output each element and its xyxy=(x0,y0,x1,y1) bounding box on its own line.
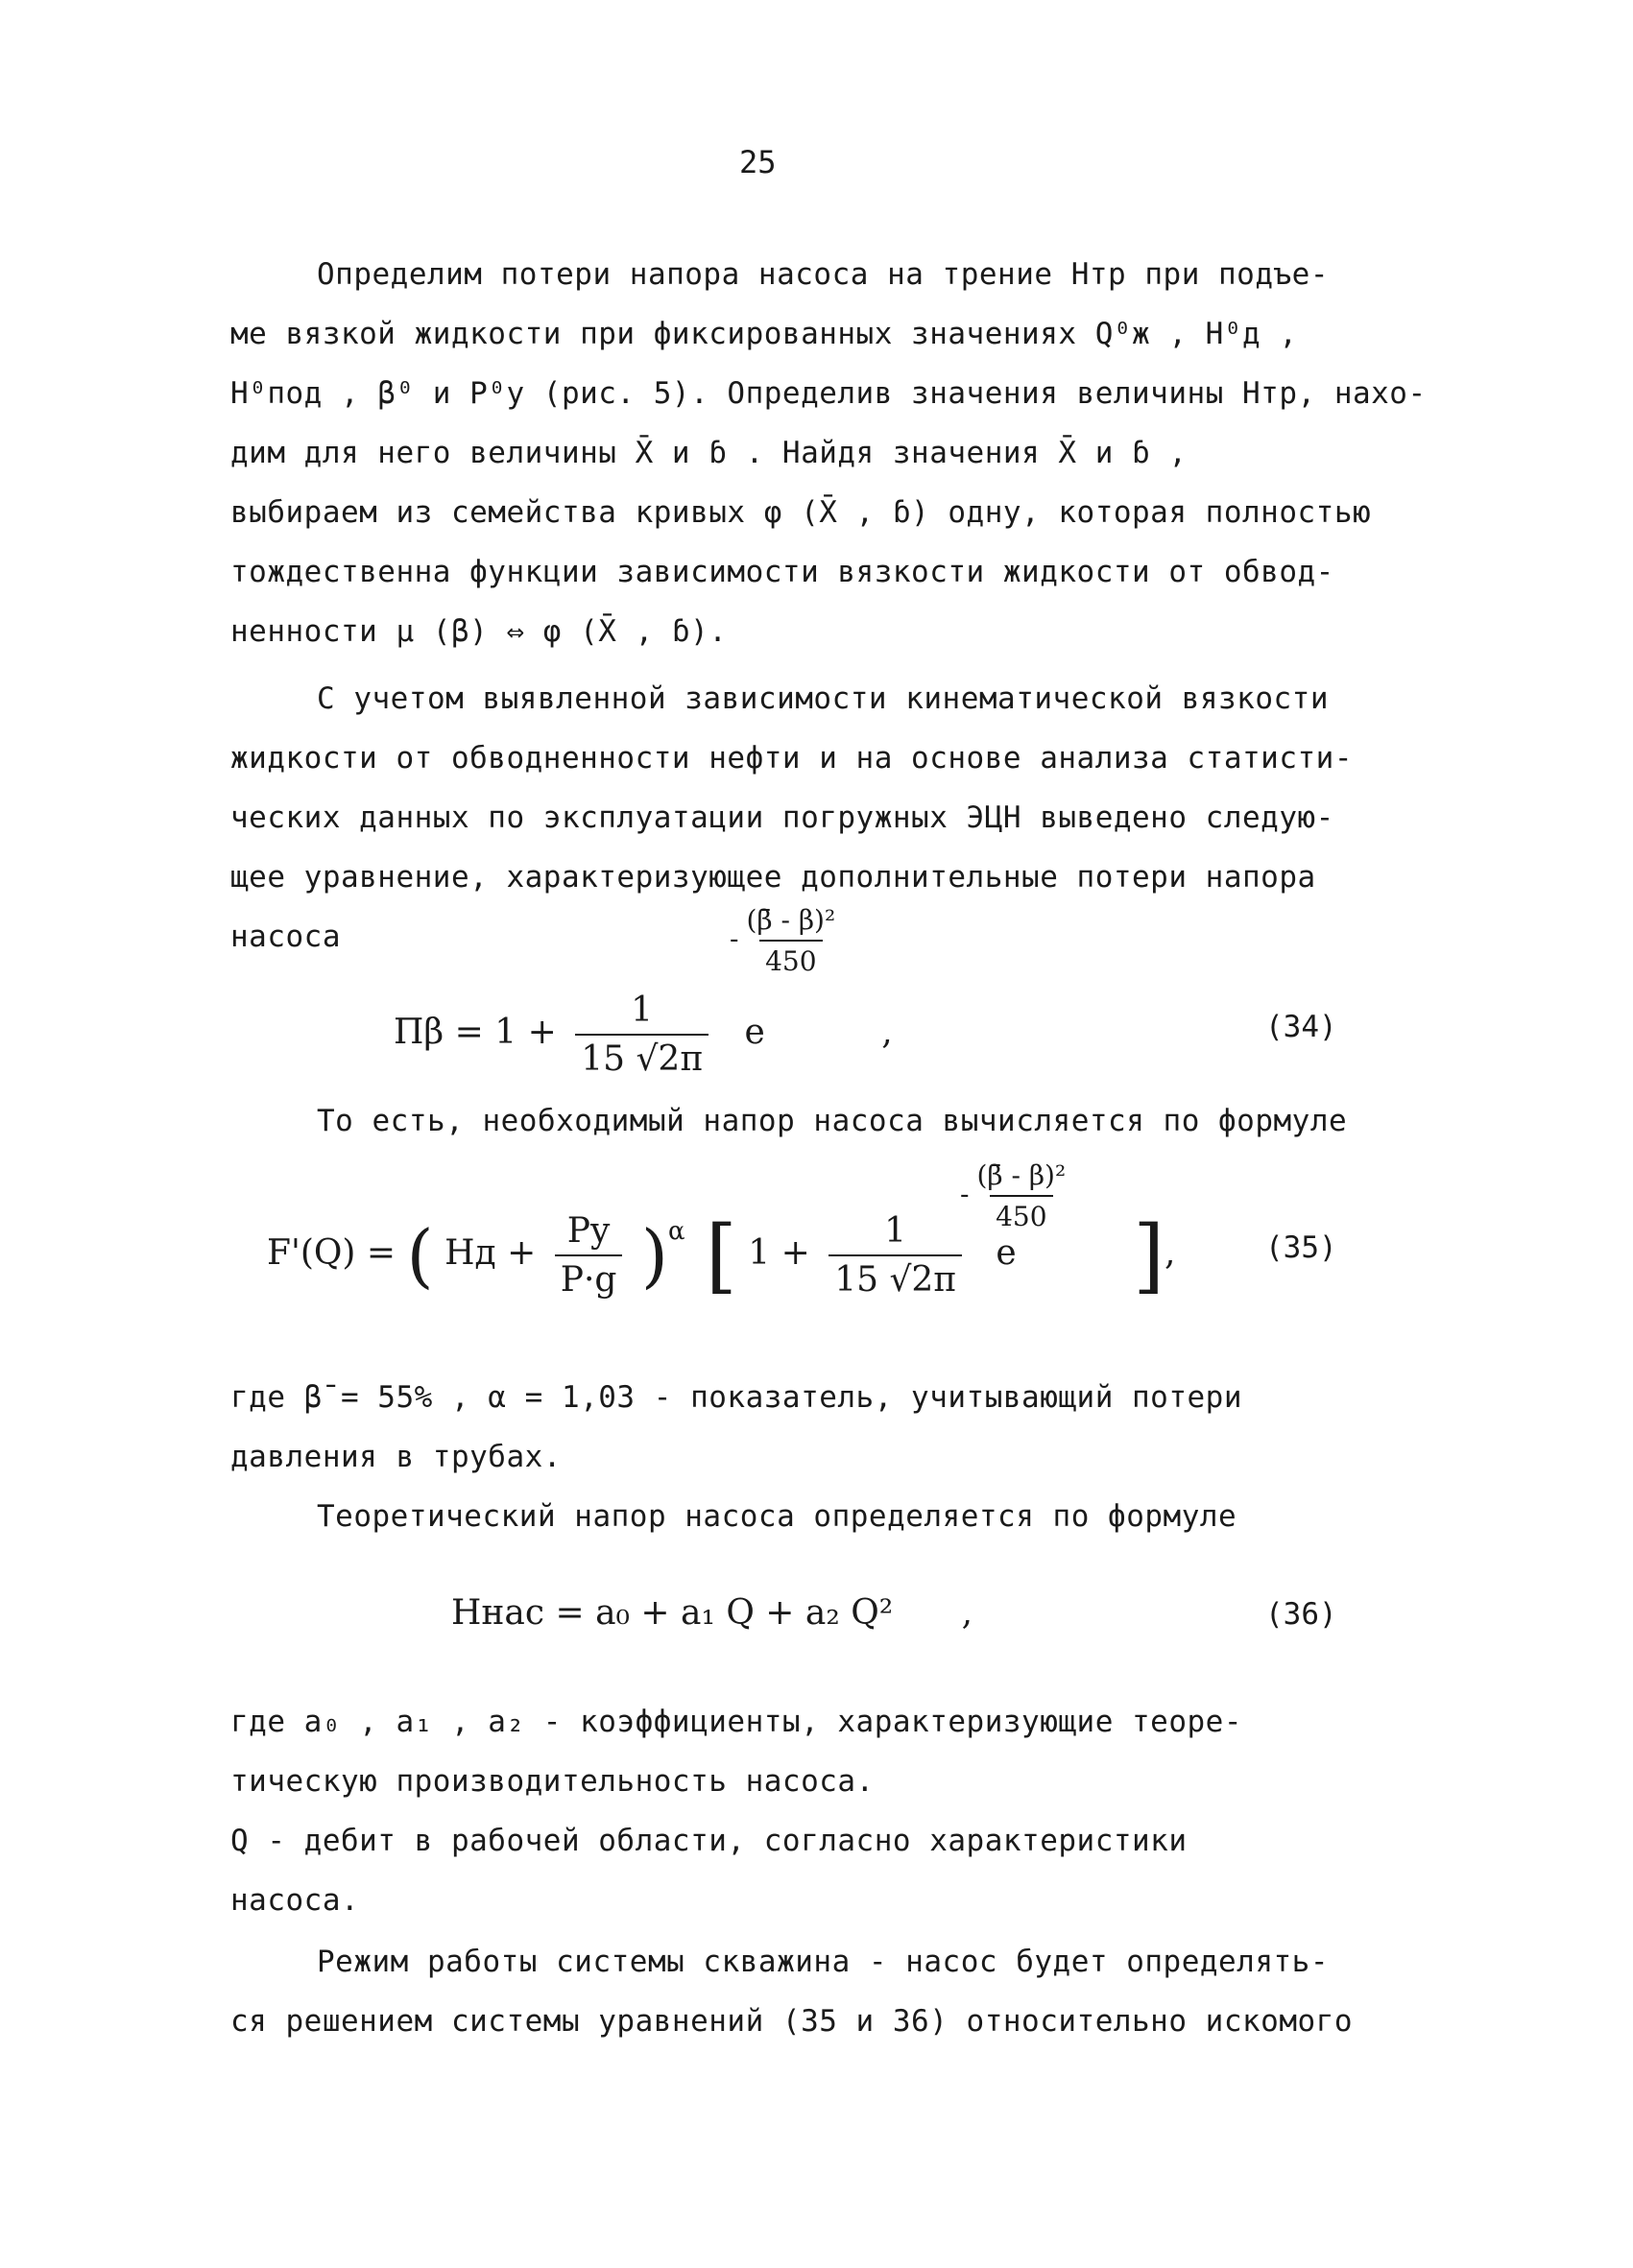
paragraph-2-line-3: ческих данных по эксплуатации погружных ЭЦН выведено следую- xyxy=(230,800,1334,835)
paragraph-1-line-6: тождественна функции зависимости вязкости жидкости от обвод- xyxy=(230,555,1334,589)
eq35-number: (35) xyxy=(1265,1230,1337,1265)
paragraph-1-line-1: Определим потери напора насоса на трение Hтр при подъе- xyxy=(317,257,1329,292)
where-2-line-1: где a₀ , a₁ , a₂ - коэффициенты, характеризующие теоре- xyxy=(230,1705,1242,1739)
eq35-e: e xyxy=(996,1233,1017,1273)
where-2-line-3: Q - дебит в рабочей области, согласно характеристики xyxy=(230,1824,1188,1858)
eq35-numerator: 1 xyxy=(884,1211,907,1251)
eq36-expression: Hнас = a₀ + a₁ Q + a₂ Q² xyxy=(451,1593,894,1633)
paragraph-1-line-3: H⁰под , β⁰ и P⁰у (рис. 5). Определив значения величины Hтр, нахо- xyxy=(230,376,1427,411)
eq34-exp-minus: - xyxy=(730,922,739,955)
eq35-lhs: F'(Q) = xyxy=(267,1233,396,1273)
paragraph-1-line-4: дим для него величины X̄ и ɓ . Найдя значения X̄ и ɓ , xyxy=(230,436,1188,470)
where-2-line-2: тическую производительность насоса. xyxy=(230,1764,875,1799)
paragraph-2-line-4: щее уравнение, характеризующее дополнительные потери напора xyxy=(230,860,1316,895)
eq35-denominator: 15 √2π xyxy=(829,1254,962,1300)
paragraph-2-line-1: С учетом выявленной зависимости кинематической вязкости xyxy=(317,681,1329,716)
eq35-fraction xyxy=(829,1211,962,1300)
where-1-line-1: где β̄ = 55% , α = 1,03 - показатель, учитывающий потери xyxy=(230,1380,1242,1415)
paragraph-4-line-1: Теоретический напор насоса определяется по формуле xyxy=(317,1499,1237,1534)
eq34-body xyxy=(394,991,893,1079)
eq35-body xyxy=(267,1208,1176,1302)
eq36-number: (36) xyxy=(1265,1597,1337,1632)
paragraph-1-line-2: ме вязкой жидкости при фиксированных значениях Q⁰ж , H⁰д , xyxy=(230,317,1298,351)
paragraph-5-line-2: ся решением системы уравнений (35 и 36) относительно искомого xyxy=(230,2004,1353,2039)
eq35-exp-denominator: 450 xyxy=(990,1195,1052,1232)
eq35-hd: Hд + xyxy=(444,1233,537,1273)
eq35-exp-minus: - xyxy=(960,1178,970,1210)
eq34-e: e xyxy=(744,1013,765,1052)
paragraph-2-line-5: насоса xyxy=(230,919,341,954)
eq34-number: (34) xyxy=(1265,1010,1337,1044)
eq34-fraction xyxy=(575,991,708,1079)
eq35-pg: P·g xyxy=(555,1254,623,1300)
paragraph-1-line-7: ненности μ (β) ⇔ φ (X̄ , ɓ). xyxy=(230,614,728,649)
eq34-tail: , xyxy=(881,1013,893,1052)
paragraph-3-line-1: То есть, необходимый напор насоса вычисляется по формуле xyxy=(317,1104,1348,1138)
eq35-one: 1 + xyxy=(748,1233,810,1273)
eq36-tail: , xyxy=(961,1593,973,1633)
eq35-close-bracket: ] xyxy=(1133,1208,1165,1302)
eq34-exponent xyxy=(730,904,841,977)
paragraph-2-line-2: жидкости от обводненности нефти и на основе анализа статисти- xyxy=(230,741,1353,776)
eq34-exp-denominator: 450 xyxy=(759,940,822,977)
eq35-alpha: α xyxy=(667,1217,685,1246)
eq34-numerator: 1 xyxy=(631,991,654,1030)
where-1-line-2: давления в трубах. xyxy=(230,1440,562,1474)
eq34-exp-numerator: (β̄ - β)² xyxy=(746,904,836,936)
eq35-py: Py xyxy=(566,1211,611,1251)
where-2-line-4: насоса. xyxy=(230,1883,360,1918)
eq35-open-bracket: [ xyxy=(706,1208,737,1302)
eq34-exp-fraction xyxy=(740,904,841,977)
eq35-open-paren: ( xyxy=(406,1215,434,1296)
paragraph-1-line-5: выбираем из семейства кривых φ (X̄ , ɓ) одну, которая полностью xyxy=(230,495,1372,530)
eq35-pressure-fraction xyxy=(555,1211,623,1300)
eq36-body xyxy=(451,1593,973,1633)
eq34-lhs: Πβ = 1 + xyxy=(394,1013,557,1052)
eq35-tail: , xyxy=(1164,1233,1176,1273)
paragraph-5-line-1: Режим работы системы скважина - насос будет определять- xyxy=(317,1945,1329,1979)
eq35-close-paren: ) xyxy=(640,1215,668,1296)
page-number: 25 xyxy=(739,144,777,180)
eq34-denominator: 15 √2π xyxy=(575,1034,708,1079)
eq35-exp-numerator: (β̄ - β)² xyxy=(976,1159,1067,1191)
